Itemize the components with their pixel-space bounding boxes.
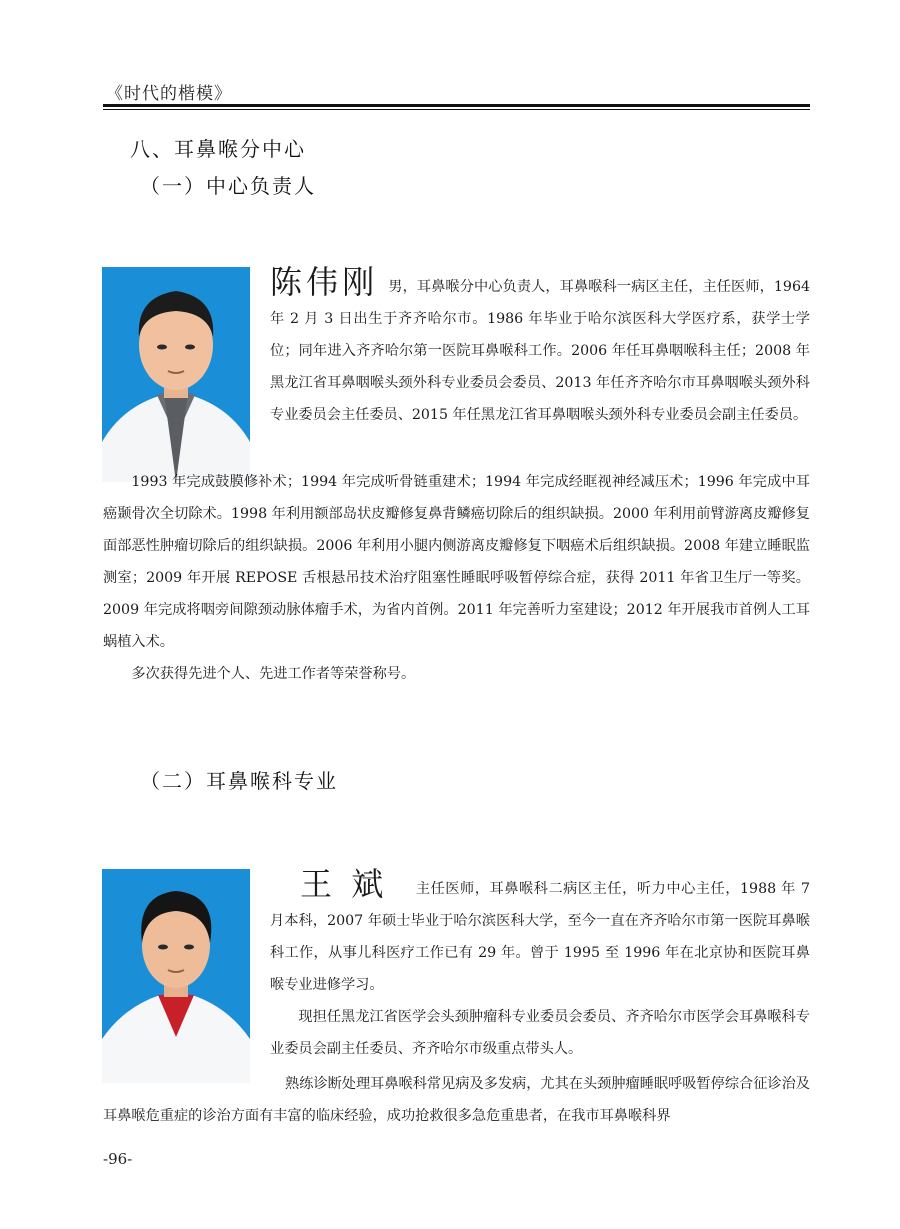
bio-body-2 (103, 1068, 810, 1132)
bio-body-1 (103, 466, 810, 690)
header-rule-thin (103, 109, 810, 110)
bio-block-2 (270, 865, 810, 1065)
bio-paragraph-2c: 熟练诊断处理耳鼻喉科常见病及多发病，尤其在头颈肿瘤睡眠呼吸暂停综合征诊治及耳鼻喉危重症的诊治方面有丰富的临床经验，成功抢救很多急危重患者，在我市耳鼻喉科界 (103, 1076, 810, 1124)
person-name-1: 陈伟刚 (270, 263, 379, 301)
running-header: 《时代的楷模》 (106, 84, 232, 104)
portrait-photo-1 (102, 267, 250, 482)
page-number: -96- (103, 1150, 133, 1168)
subsection-heading-leader: （一）中心负责人 (140, 174, 316, 198)
person-name-2: 王 斌 (300, 865, 388, 903)
bio-intro-2: 主任医师，耳鼻喉科二病区主任，听力中心主任，1988 年 7 月本科，2007 年硕士毕业于哈尔滨医科大学，至今一直在齐齐哈尔市第一医院耳鼻喉科工作，从事儿科医疗工作已有 29 年。曾于 1995 至 1996 年在北京协和医院耳鼻喉专业进修学习。 (270, 881, 810, 993)
bio-paragraph-1b: 1993 年完成鼓膜修补术；1994 年完成听骨链重建术；1994 年完成经眶视神经减压术；1996 年完成中耳癌颞骨次全切除术。1998 年利用额部岛状皮瓣修复鼻背鳞癌切除后的组织缺损。2000 年利用前臂游离皮瓣修复面部恶性肿瘤切除后的组织缺损。2006 年利用小腿内侧游离皮瓣修复下咽癌术后组织缺损。2008 年建立睡眠监测室；2009 年开展 REPOSE 舌根悬吊技术治疗阻塞性睡眠呼吸暂停综合症，获得 2011 年省卫生厅一等奖。2009 年完成将咽旁间隙颈动脉体瘤手术，为省内首例。2011 年完善听力室建设；2012 年开展我市首例人工耳蜗植入术。 (103, 474, 810, 650)
portrait-photo-2 (102, 869, 250, 1083)
subsection-heading-specialty: （二）耳鼻喉科专业 (140, 769, 338, 793)
bio-paragraph-1c: 多次获得先进个人、先进工作者等荣誉称号。 (131, 666, 416, 682)
bio-paragraph-2b: 现担任黑龙江省医学会头颈肿瘤科专业委员会委员、齐齐哈尔市医学会耳鼻喉科专业委员会副主任委员、齐齐哈尔市级重点带头人。 (270, 1009, 810, 1057)
portrait-illustration-2 (102, 869, 250, 1083)
portrait-illustration-1 (102, 267, 250, 482)
section-heading: 八、耳鼻喉分中心 (130, 137, 306, 161)
header-rule-thick (103, 104, 810, 107)
bio-intro-1: 男，耳鼻喉分中心负责人，耳鼻喉科一病区主任，主任医师，1964 年 2 月 3 日出生于齐齐哈尔市。1986 年毕业于哈尔滨医科大学医疗系，获学士学位；同年进入齐齐哈尔第一医院耳鼻喉科工作。2006 年任耳鼻咽喉科主任；2008 年黑龙江省耳鼻咽喉头颈外科专业委员会委员、2013 年任齐齐哈尔市耳鼻咽喉头颈外科专业委员会主任委员、2015 年任黑龙江省耳鼻咽喉头颈外科专业委员会副主任委员。 (270, 279, 810, 423)
bio-block-1 (270, 263, 810, 431)
